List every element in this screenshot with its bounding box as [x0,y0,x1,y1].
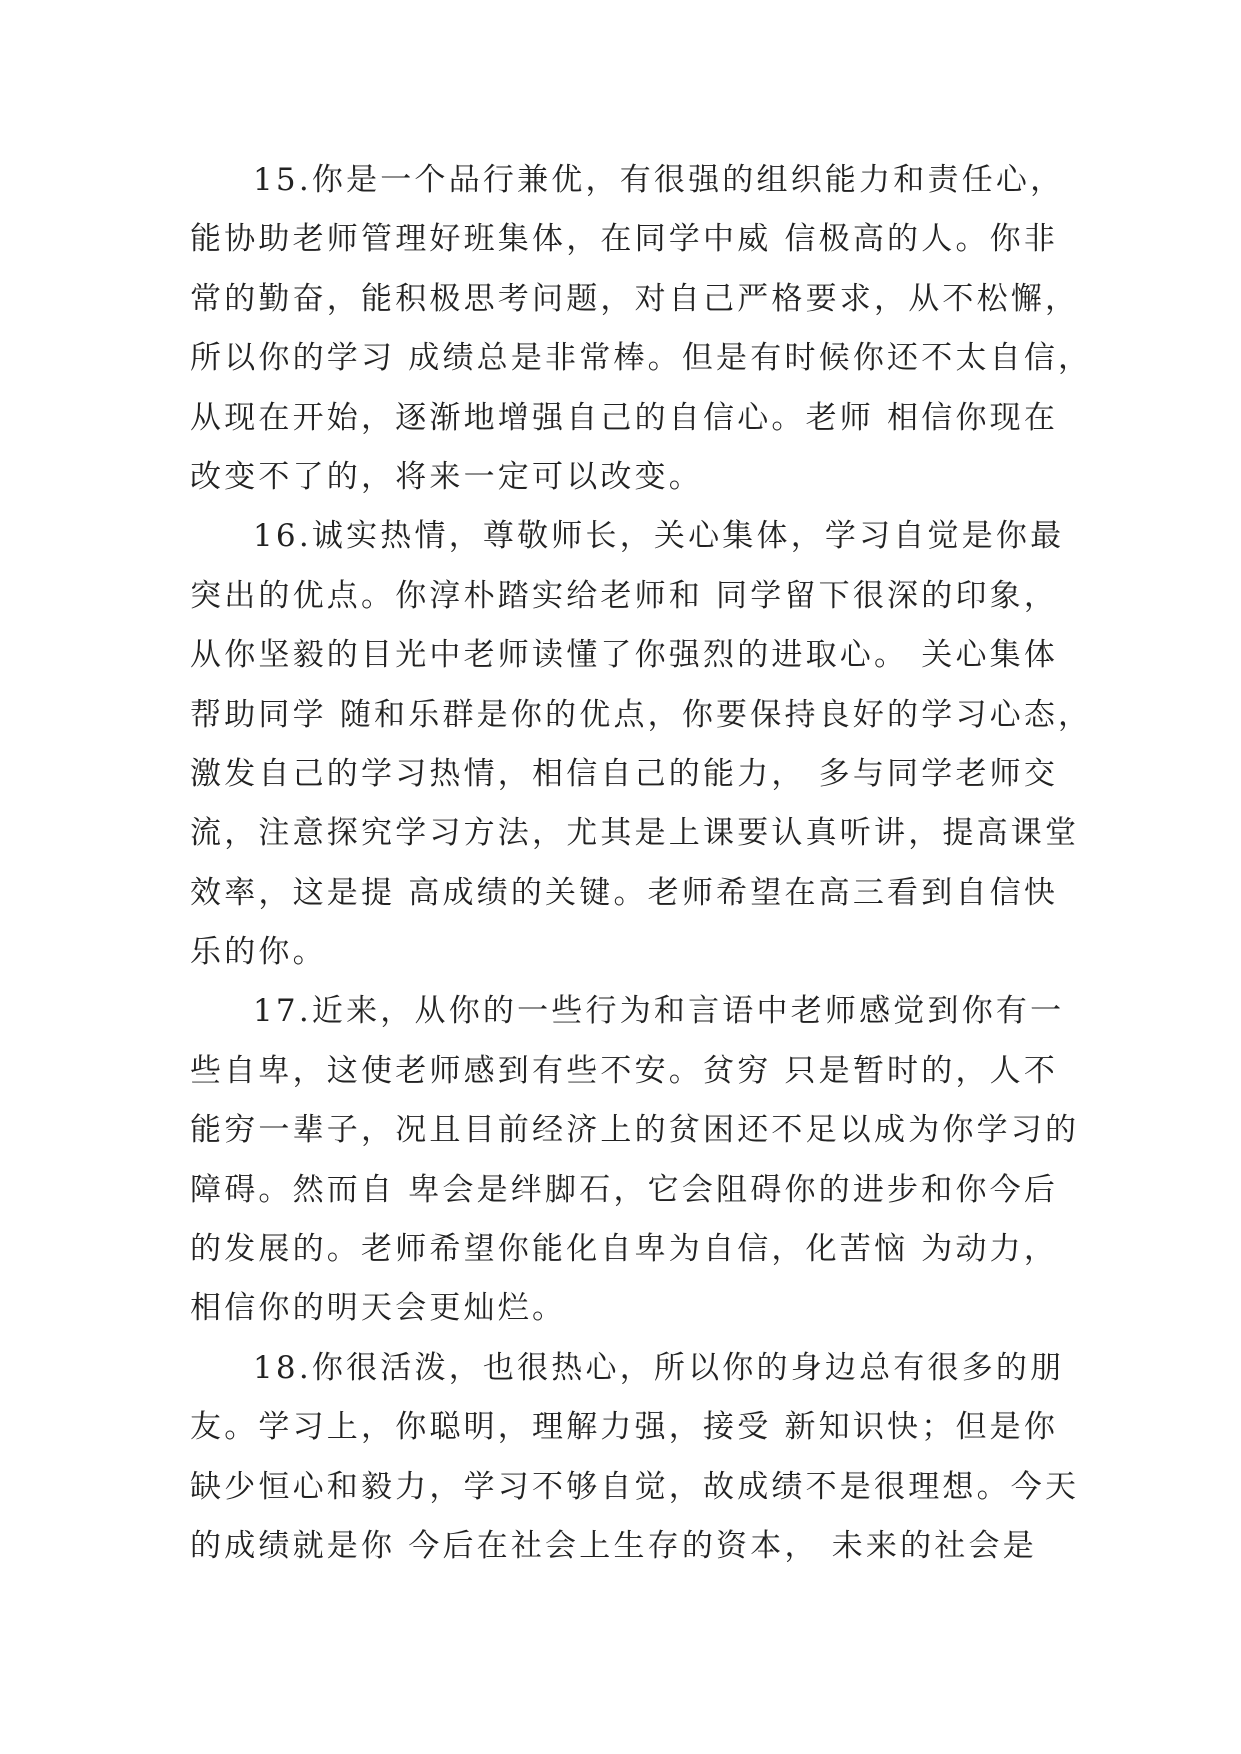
paragraph-16 [190,507,1093,982]
paragraph-18 [190,1339,1080,1577]
text-line: 效率，这是提 高成绩的关键。老师希望在高三看到自信快 [190,874,1059,911]
text-line: 缺少恒心和毅力，学习不够自觉，故成绩不是很理想。今天 [190,1468,1080,1505]
text-line: 15.你是一个品行兼优，有很强的组织能力和责任心， [253,162,1065,198]
text-line: 乐的你。 [190,934,327,971]
text-line: 些自卑，这使老师感到有些不安。贫穷 只是暂时的，人不 [190,1052,1059,1089]
text-line: 所以你的学习 成绩总是非常棒。但是有时候你还不太自信， [190,340,1093,377]
paragraph-15 [190,151,1093,507]
text-line: 从现在开始，逐渐地增强自己的自信心。老师 相信你现在 [190,399,1059,436]
text-line: 相信你的明天会更灿烂。 [190,1290,567,1327]
text-line: 常的勤奋，能积极思考问题，对自己严格要求，从不松懈， [190,280,1080,317]
text-line: 友。学习上，你聪明，理解力强，接受 新知识快；但是你 [190,1409,1059,1446]
text-line: 障碍。然而自 卑会是绊脚石，它会阻碍你的进步和你今后 [190,1171,1059,1208]
text-line: 16.诚实热情，尊敬师长，关心集体，学习自觉是你最 [253,518,1065,555]
text-line: 流，注意探究学习方法，尤其是上课要认真听讲，提高课堂 [190,815,1080,852]
text-line: 帮助同学 随和乐群是你的优点，你要保持良好的学习心态， [190,696,1093,733]
text-line: 从你坚毅的目光中老师读懂了你强烈的进取心。 关心集体 [190,637,1059,674]
text-line: 能协助老师管理好班集体，在同学中威 信极高的人。你非 [190,221,1059,258]
document-body [190,151,1093,1576]
text-line: 改变不了的，将来一定可以改变。 [190,458,703,495]
text-line: 的发展的。老师希望你能化自卑为自信，化苦恼 为动力， [190,1231,1059,1268]
text-line: 18.你很活泼，也很热心，所以你的身边总有很多的朋 [253,1349,1065,1386]
text-line: 能穷一辈子，况且目前经济上的贫困还不足以成为你学习的 [190,1112,1080,1149]
text-line: 17.近来，从你的一些行为和言语中老师感觉到你有一 [253,993,1065,1030]
text-line: 激发自己的学习热情，相信自己的能力， 多与同学老师交 [190,755,1059,792]
text-line: 突出的优点。你淳朴踏实给老师和 同学留下很深的印象， [190,577,1059,614]
text-line: 的成绩就是你 今后在社会上生存的资本， 未来的社会是 [190,1527,1037,1564]
paragraph-17 [190,982,1080,1338]
